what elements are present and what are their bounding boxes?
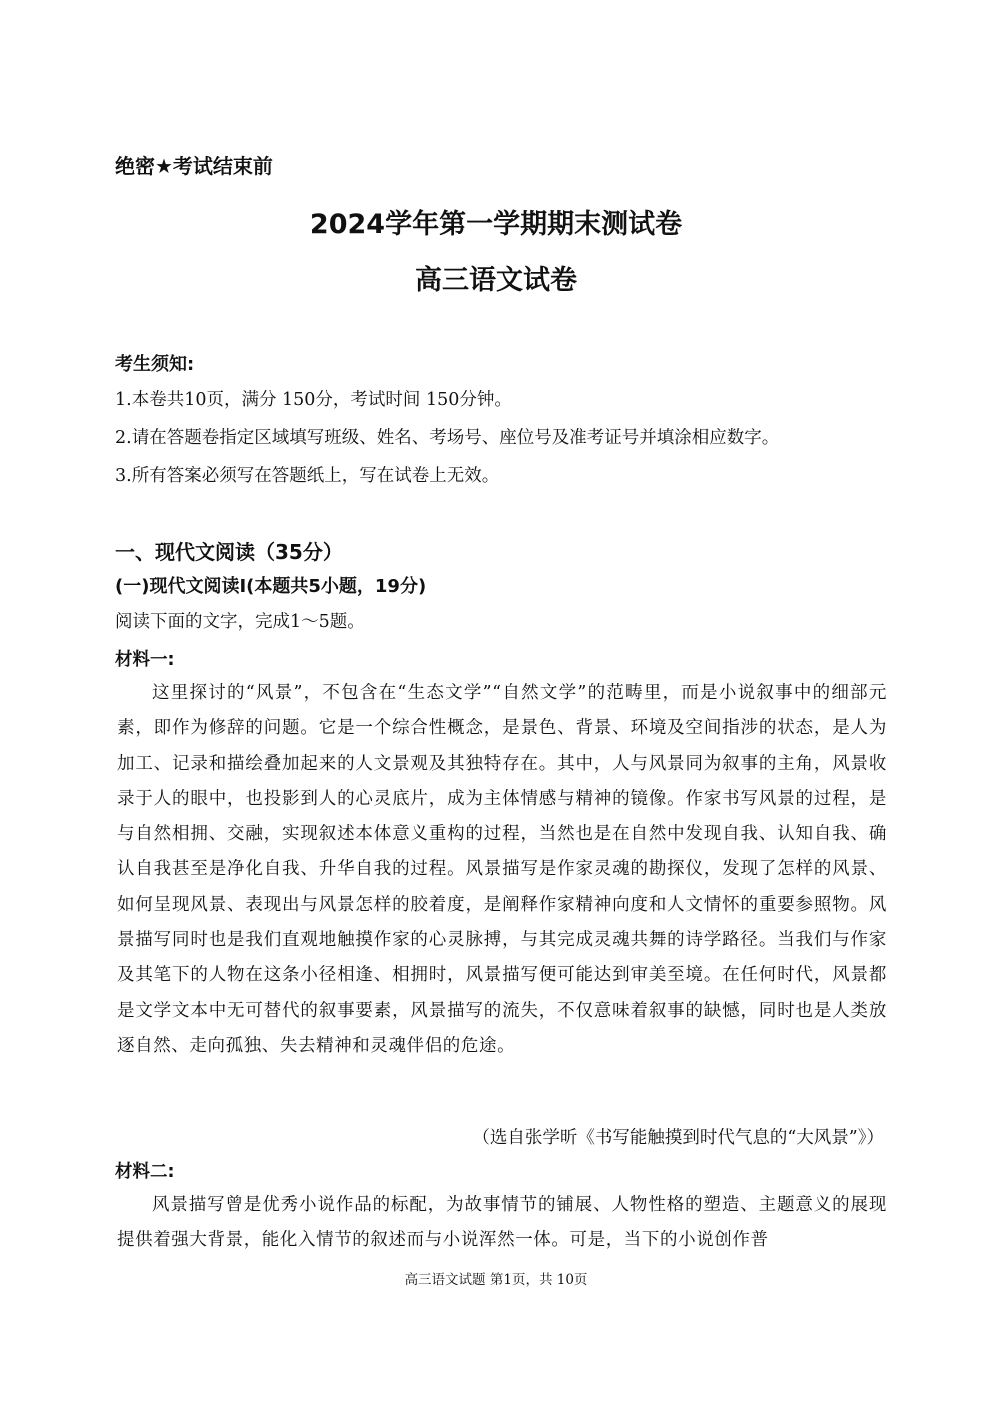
material-1-source: （选自张学昕《书写能触摸到时代气息的“大风景”》）: [472, 1128, 884, 1148]
notice-list: [115, 386, 779, 500]
exam-title: 2024学年第一学期期末测试卷: [309, 209, 683, 240]
material-2-label: 材料二:: [115, 1162, 175, 1182]
material-1-text: 这里探讨的“风景”，不包含在“生态文学”“自然文学”的范畴里，而是小说叙事中的细部元素，即作为修辞的问题。它是一个综合性概念，是景色、背景、环境及空间指涉的状态，是人为加工、记录和描绘叠加起来的人文景观及其独特存在。其中，人与风景同为叙事的主角，风景收录于人的眼中，也投影到人的心灵底片，成为主体情感与精神的镜像。作家书写风景的过程，是与自然相拥、交融，实现叙述本体意义重构的过程，当然也是在自然中发现自我、认知自我、确认自我甚至是净化自我、升华自我的过程。风景描写是作家灵魂的勘探仪，发现了怎样的风景、如何呈现风景、表现出与风景怎样的胶着度，是阐释作家精神向度和人文情怀的重要参照物。风景描写同时也是我们直观地触摸作家的心灵脉搏，与其完成灵魂共舞的诗学路径。当我们与作家及其笔下的人物在这条小径相逢、相拥时，风景描写便可能达到审美至境。在任何时代，风景都是文学文本中无可替代的叙事要素，风景描写的流失，不仅意味着叙事的缺憾，同时也是人类放逐自然、走向孤独、失去精神和灵魂伴侣的危途。: [117, 683, 887, 1056]
reading-instruction: 阅读下面的文字，完成1～5题。: [115, 612, 365, 632]
section-heading: 一、现代文阅读（35分）: [115, 540, 343, 564]
exam-subtitle: 高三语文试卷: [415, 265, 577, 296]
notice-heading: 考生须知:: [115, 354, 195, 375]
page-footer: 高三语文试题 第1页，共 10页: [404, 1272, 588, 1288]
subsection-heading: (一)现代文阅读Ⅰ(本题共5小题，19分): [115, 576, 427, 597]
notice-item: 1.本卷共10页，满分 150分，考试时间 150分钟。: [115, 390, 512, 410]
notice-item: 2.请在答题卷指定区域填写班级、姓名、考场号、座位号及准考证号并填涂相应数字。: [115, 428, 780, 448]
material-1-label: 材料一:: [115, 650, 175, 670]
confidential-label: 绝密★考试结束前: [115, 154, 273, 178]
notice-item: 3.所有答案必须写在答题纸上，写在试卷上无效。: [115, 466, 500, 486]
material-2-text: 风景描写曾是优秀小说作品的标配，为故事情节的铺展、人物性格的塑造、主题意义的展现提供着强大背景，能化入情节的叙述而与小说浑然一体。可是，当下的小说创作普: [117, 1195, 887, 1251]
